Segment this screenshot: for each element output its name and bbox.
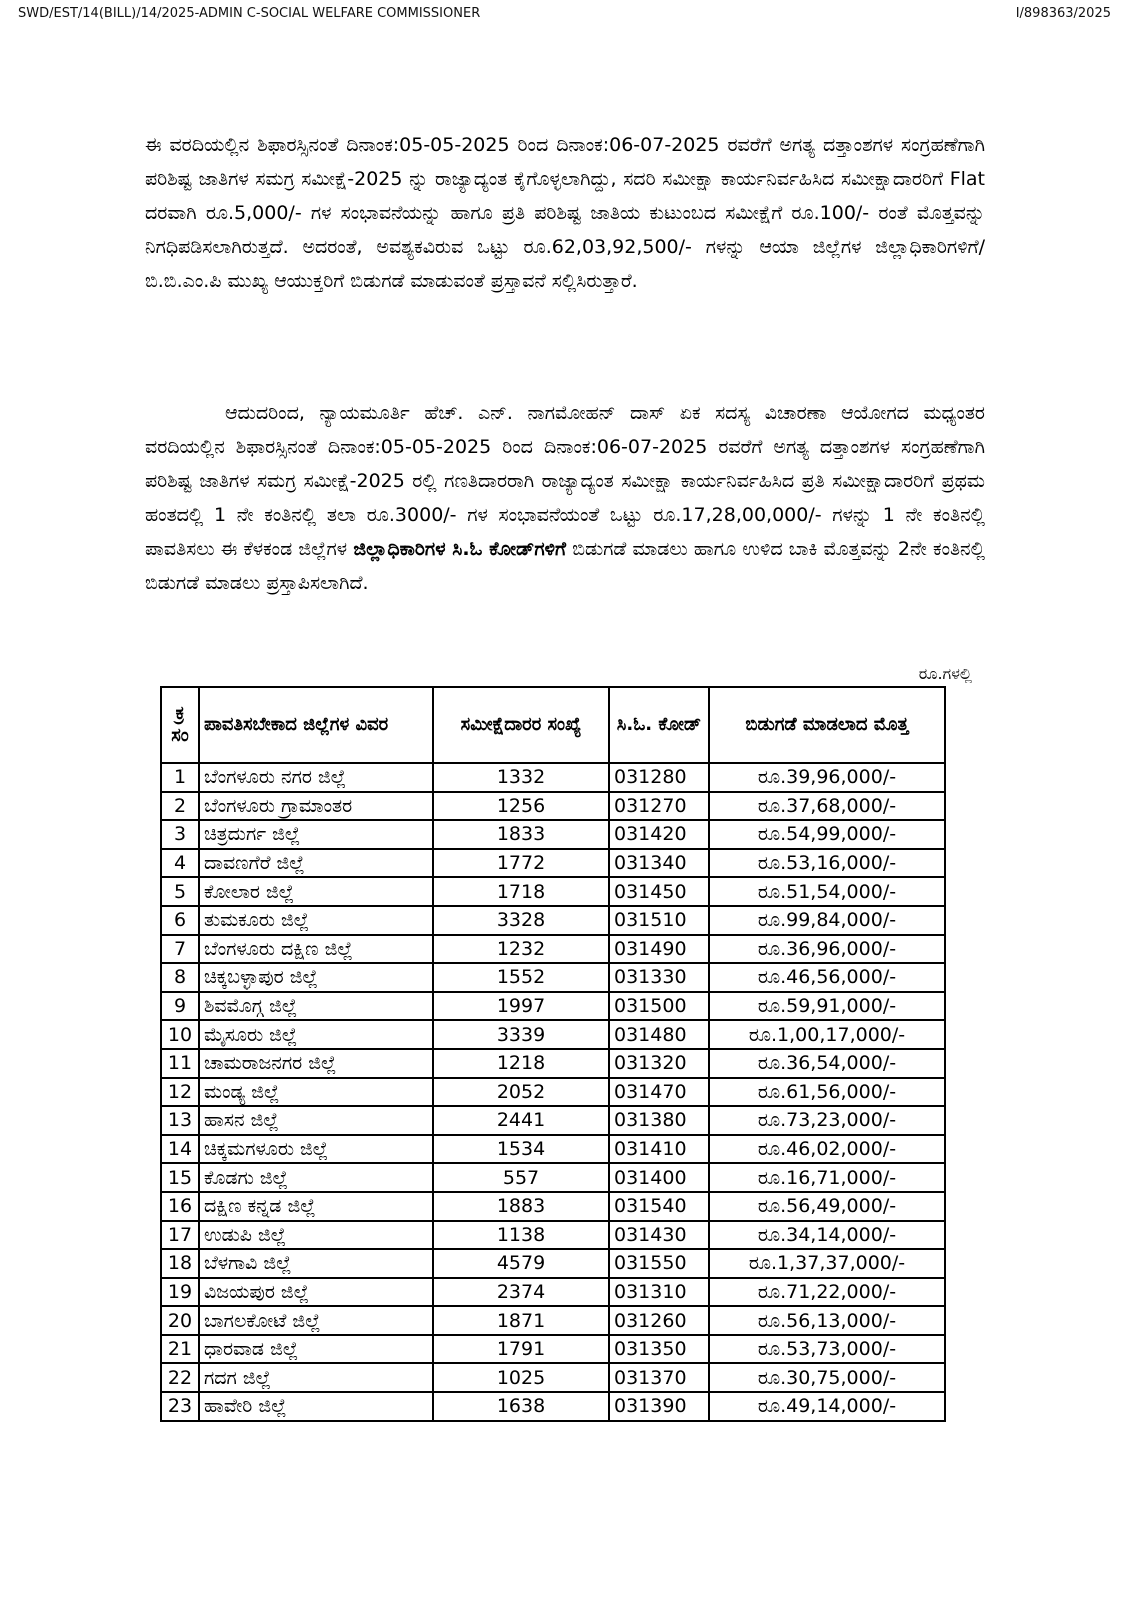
cell-sl-no: 11 [161, 1049, 199, 1078]
cell-amount: ರೂ.46,56,000/- [709, 963, 945, 992]
table-row [161, 1192, 945, 1221]
cell-district: ಚಾಮರಾಜನಗರ ಜಿಲ್ಲೆ [199, 1049, 433, 1078]
cell-co-code: 031390 [609, 1392, 709, 1421]
cell-amount: ರೂ.34,14,000/- [709, 1221, 945, 1250]
cell-co-code: 031510 [609, 906, 709, 935]
cell-district: ಮೈಸೂರು ಜಿಲ್ಲೆ [199, 1020, 433, 1049]
header-sl-no: ಕ್ರ ಸಂ [161, 687, 199, 763]
cell-co-code: 031330 [609, 963, 709, 992]
cell-co-code: 031430 [609, 1221, 709, 1250]
cell-co-code: 031370 [609, 1363, 709, 1392]
table-row [161, 1078, 945, 1107]
cell-district: ಶಿವಮೊಗ್ಗ ಜಿಲ್ಲೆ [199, 992, 433, 1021]
table-row [161, 1221, 945, 1250]
cell-co-code: 031340 [609, 849, 709, 878]
table-row [161, 1363, 945, 1392]
cell-count: 1791 [433, 1335, 609, 1364]
table-row [161, 792, 945, 821]
paragraph-2-bold-text: ಜಿಲ್ಲಾಧಿಕಾರಿಗಳ ಸಿ.ಓ ಕೋಡ್‌ಗಳಿಗೆ [353, 538, 566, 560]
cell-sl-no: 15 [161, 1163, 199, 1192]
table-row [161, 1020, 945, 1049]
cell-amount: ರೂ.30,75,000/- [709, 1363, 945, 1392]
cell-district: ಚಿಕ್ಕಬಳ್ಳಾಪುರ ಜಿಲ್ಲೆ [199, 963, 433, 992]
cell-amount: ರೂ.46,02,000/- [709, 1135, 945, 1164]
district-allocation-table [160, 686, 946, 1422]
cell-sl-no: 7 [161, 935, 199, 964]
table-header-row [161, 687, 945, 763]
table-body [161, 763, 945, 1421]
cell-amount: ರೂ.36,96,000/- [709, 935, 945, 964]
cell-sl-no: 3 [161, 820, 199, 849]
cell-amount: ರೂ.39,96,000/- [709, 763, 945, 792]
cell-amount: ರೂ.49,14,000/- [709, 1392, 945, 1421]
cell-district: ಚಿತ್ರದುರ್ಗ ಜಿಲ್ಲೆ [199, 820, 433, 849]
cell-district: ಬೆಂಗಳೂರು ನಗರ ಜಿಲ್ಲೆ [199, 763, 433, 792]
cell-district: ಮಂಡ್ಯ ಜಿಲ್ಲೆ [199, 1078, 433, 1107]
cell-sl-no: 9 [161, 992, 199, 1021]
table-row [161, 877, 945, 906]
cell-count: 3339 [433, 1020, 609, 1049]
cell-count: 1552 [433, 963, 609, 992]
table-row [161, 1049, 945, 1078]
paragraph-2 [145, 396, 985, 600]
cell-sl-no: 18 [161, 1249, 199, 1278]
cell-count: 1883 [433, 1192, 609, 1221]
unit-note: ರೂ.ಗಳಲ್ಲಿ [918, 664, 972, 683]
cell-district: ಬಾಗಲಕೋಟೆ ಜಿಲ್ಲೆ [199, 1306, 433, 1335]
cell-amount: ರೂ.37,68,000/- [709, 792, 945, 821]
cell-district: ಕೋಲಾರ ಜಿಲ್ಲೆ [199, 877, 433, 906]
cell-sl-no: 16 [161, 1192, 199, 1221]
cell-amount: ರೂ.71,22,000/- [709, 1278, 945, 1307]
header-count: ಸಮೀಕ್ಷೆದಾರರ ಸಂಖ್ಯೆ [433, 687, 609, 763]
cell-district: ಬೆಳಗಾವಿ ಜಿಲ್ಲೆ [199, 1249, 433, 1278]
cell-district: ಬೆಂಗಳೂರು ಗ್ರಾಮಾಂತರ [199, 792, 433, 821]
cell-count: 2441 [433, 1106, 609, 1135]
table-row [161, 935, 945, 964]
cell-co-code: 031380 [609, 1106, 709, 1135]
cell-co-code: 031400 [609, 1163, 709, 1192]
cell-district: ಹಾಸನ ಜಿಲ್ಲೆ [199, 1106, 433, 1135]
table-row [161, 1392, 945, 1421]
cell-sl-no: 12 [161, 1078, 199, 1107]
cell-sl-no: 20 [161, 1306, 199, 1335]
table-row [161, 820, 945, 849]
cell-amount: ರೂ.1,00,17,000/- [709, 1020, 945, 1049]
table-row [161, 849, 945, 878]
cell-district: ಉಡುಪಿ ಜಿಲ್ಲೆ [199, 1221, 433, 1250]
table-row [161, 1163, 945, 1192]
cell-amount: ರೂ.59,91,000/- [709, 992, 945, 1021]
cell-co-code: 031320 [609, 1049, 709, 1078]
cell-co-code: 031540 [609, 1192, 709, 1221]
cell-district: ಗದಗ ಜಿಲ್ಲೆ [199, 1363, 433, 1392]
cell-count: 4579 [433, 1249, 609, 1278]
header-amount: ಬಿಡುಗಡೆ ಮಾಡಲಾದ ಮೊತ್ತ [709, 687, 945, 763]
cell-sl-no: 21 [161, 1335, 199, 1364]
cell-amount: ರೂ.56,13,000/- [709, 1306, 945, 1335]
header-co-code: ಸಿ.ಓ. ಕೋಡ್ [609, 687, 709, 763]
cell-count: 1638 [433, 1392, 609, 1421]
cell-amount: ರೂ.53,73,000/- [709, 1335, 945, 1364]
cell-amount: ರೂ.36,54,000/- [709, 1049, 945, 1078]
cell-co-code: 031310 [609, 1278, 709, 1307]
cell-sl-no: 10 [161, 1020, 199, 1049]
table-row [161, 1135, 945, 1164]
cell-sl-no: 1 [161, 763, 199, 792]
table-row [161, 906, 945, 935]
cell-district: ಚಿಕ್ಕಮಗಳೂರು ಜಿಲ್ಲೆ [199, 1135, 433, 1164]
table-row [161, 963, 945, 992]
cell-co-code: 031270 [609, 792, 709, 821]
cell-sl-no: 5 [161, 877, 199, 906]
cell-sl-no: 4 [161, 849, 199, 878]
cell-co-code: 031350 [609, 1335, 709, 1364]
cell-count: 2052 [433, 1078, 609, 1107]
cell-sl-no: 14 [161, 1135, 199, 1164]
cell-co-code: 031410 [609, 1135, 709, 1164]
cell-count: 1218 [433, 1049, 609, 1078]
cell-district: ಬೆಂಗಳೂರು ದಕ್ಷಿಣ ಜಿಲ್ಲೆ [199, 935, 433, 964]
table-row [161, 992, 945, 1021]
cell-count: 1138 [433, 1221, 609, 1250]
file-number: I/898363/2025 [1015, 6, 1111, 21]
cell-co-code: 031450 [609, 877, 709, 906]
cell-district: ತುಮಕೂರು ಜಿಲ್ಲೆ [199, 906, 433, 935]
cell-amount: ರೂ.99,84,000/- [709, 906, 945, 935]
cell-sl-no: 22 [161, 1363, 199, 1392]
table-row [161, 1106, 945, 1135]
page-header [18, 6, 1111, 22]
cell-co-code: 031500 [609, 992, 709, 1021]
cell-count: 1534 [433, 1135, 609, 1164]
cell-sl-no: 13 [161, 1106, 199, 1135]
reference-number: SWD/EST/14(BILL)/14/2025-ADMIN C-SOCIAL WELFARE COMMISSIONER [18, 6, 481, 21]
cell-district: ಕೊಡಗು ಜಿಲ್ಲೆ [199, 1163, 433, 1192]
cell-sl-no: 19 [161, 1278, 199, 1307]
cell-sl-no: 23 [161, 1392, 199, 1421]
cell-count: 1871 [433, 1306, 609, 1335]
table-row [161, 1335, 945, 1364]
cell-amount: ರೂ.16,71,000/- [709, 1163, 945, 1192]
cell-district: ಧಾರವಾಡ ಜಿಲ್ಲೆ [199, 1335, 433, 1364]
cell-count: 1025 [433, 1363, 609, 1392]
cell-sl-no: 6 [161, 906, 199, 935]
cell-amount: ರೂ.61,56,000/- [709, 1078, 945, 1107]
table-row [161, 763, 945, 792]
header-district: ಪಾವತಿಸಬೇಕಾದ ಜಿಲ್ಲೆಗಳ ವಿವರ [199, 687, 433, 763]
paragraph-2-text-b: ಬಿಡುಗಡೆ ಮಾಡಲು ಹಾಗೂ ಉಳಿದ ಬಾಕಿ ಮೊತ್ತವನ್ನು 2ನೇ ಕಂತಿನಲ್ಲಿ ಬಿಡುಗಡೆ ಮಾಡಲು ಪ್ರಸ್ತಾಪಿಸಲಾಗಿದೆ. [145, 538, 985, 594]
cell-amount: ರೂ.51,54,000/- [709, 877, 945, 906]
cell-sl-no: 17 [161, 1221, 199, 1250]
cell-count: 1332 [433, 763, 609, 792]
cell-count: 1833 [433, 820, 609, 849]
table-row [161, 1306, 945, 1335]
paragraph-2-text-a: ಆದುದರಿಂದ, ನ್ಯಾಯಮೂರ್ತಿ ಹೆಚ್. ಎನ್. ನಾಗಮೋಹನ್ ದಾಸ್ ಏಕ ಸದಸ್ಯ ವಿಚಾರಣಾ ಆಯೋಗದ ಮಧ್ಯಂತರ ವರದಿಯಲ್ಲಿನ ಶಿಫಾರಸ್ಸಿನಂತೆ ದಿನಾಂಕ:05-05-2025 ರಿಂದ ದಿನಾಂಕ:06-07-2025 ರವರೆಗೆ ಅಗತ್ಯ ದತ್ತಾಂಶಗಳ ಸಂಗ್ರಹಣೆಗಾಗಿ ಪರಿಶಿಷ್ಟ ಜಾತಿಗಳ ಸಮಗ್ರ ಸಮೀಕ್ಷೆ-2025 ರಲ್ಲಿ ಗಣತಿದಾರರಾಗಿ ರಾಜ್ಯಾದ್ಯಂತ ಸಮೀಕ್ಷಾ ಕಾರ್ಯನಿರ್ವಹಿಸಿದ ಪ್ರತಿ ಸಮೀಕ್ಷಾದಾರರಿಗೆ ಪ್ರಥಮ ಹಂತದಲ್ಲಿ 1 ನೇ ಕಂತಿನಲ್ಲಿ ತಲಾ ರೂ.3000/- ಗಳ ಸಂಭಾವನೆಯಂತೆ ಒಟ್ಟು ರೂ.17,28,00,000/- ಗಳನ್ನು 1 ನೇ ಕಂತಿನಲ್ಲಿ ಪಾವತಿಸಲು ಈ ಕೆಳಕಂಡ ಜಿಲ್ಲೆಗಳ [145, 402, 985, 560]
cell-amount: ರೂ.73,23,000/- [709, 1106, 945, 1135]
cell-co-code: 031470 [609, 1078, 709, 1107]
cell-count: 2374 [433, 1278, 609, 1307]
cell-district: ವಿಜಯಪುರ ಜಿಲ್ಲೆ [199, 1278, 433, 1307]
cell-amount: ರೂ.1,37,37,000/- [709, 1249, 945, 1278]
cell-count: 1232 [433, 935, 609, 964]
cell-sl-no: 2 [161, 792, 199, 821]
table-row [161, 1249, 945, 1278]
cell-co-code: 031490 [609, 935, 709, 964]
cell-count: 1772 [433, 849, 609, 878]
cell-count: 557 [433, 1163, 609, 1192]
cell-co-code: 031420 [609, 820, 709, 849]
cell-amount: ರೂ.56,49,000/- [709, 1192, 945, 1221]
paragraph-1: ಈ ವರದಿಯಲ್ಲಿನ ಶಿಫಾರಸ್ಸಿನಂತೆ ದಿನಾಂಕ:05-05-2025 ರಿಂದ ದಿನಾಂಕ:06-07-2025 ರವರೆಗೆ ಅಗತ್ಯ ದತ್ತಾಂಶಗಳ ಸಂಗ್ರಹಣೆಗಾಗಿ ಪರಿಶಿಷ್ಟ ಜಾತಿಗಳ ಸಮಗ್ರ ಸಮೀಕ್ಷೆ-2025 ನ್ನು ರಾಜ್ಯಾದ್ಯಂತ ಕೈಗೊಳ್ಳಲಾಗಿದ್ದು, ಸದರಿ ಸಮೀಕ್ಷಾ ಕಾರ್ಯನಿರ್ವಹಿಸಿದ ಸಮೀಕ್ಷಾದಾರರಿಗೆ Flat ದರವಾಗಿ ರೂ.5,000/- ಗಳ ಸಂಭಾವನೆಯನ್ನು ಹಾಗೂ ಪ್ರತಿ ಪರಿಶಿಷ್ಟ ಜಾತಿಯ ಕುಟುಂಬದ ಸಮೀಕ್ಷೆಗೆ ರೂ.100/- ರಂತೆ ಮೊತ್ತವನ್ನು ನಿಗಧಿಪಡಿಸಲಾಗಿರುತ್ತದೆ. ಅದರಂತೆ, ಅವಶ್ಯಕವಿರುವ ಒಟ್ಟು ರೂ.62,03,92,500/- ಗಳನ್ನು ಆಯಾ ಜಿಲ್ಲೆಗಳ ಜಿಲ್ಲಾಧಿಕಾರಿಗಳಿಗೆ/ಬಿ.ಬಿ.ಎಂ.ಪಿ ಮುಖ್ಯ ಆಯುಕ್ತರಿಗೆ ಬಿಡುಗಡೆ ಮಾಡುವಂತೆ ಪ್ರಸ್ತಾವನೆ ಸಲ್ಲಿಸಿರುತ್ತಾರೆ. [145, 134, 985, 292]
cell-co-code: 031550 [609, 1249, 709, 1278]
cell-district: ದಕ್ಷಿಣ ಕನ್ನಡ ಜಿಲ್ಲೆ [199, 1192, 433, 1221]
cell-co-code: 031260 [609, 1306, 709, 1335]
cell-amount: ರೂ.53,16,000/- [709, 849, 945, 878]
cell-sl-no: 8 [161, 963, 199, 992]
cell-count: 1718 [433, 877, 609, 906]
cell-count: 1997 [433, 992, 609, 1021]
cell-district: ಹಾವೇರಿ ಜಿಲ್ಲೆ [199, 1392, 433, 1421]
cell-co-code: 031480 [609, 1020, 709, 1049]
cell-co-code: 031280 [609, 763, 709, 792]
cell-count: 1256 [433, 792, 609, 821]
cell-district: ದಾವಣಗೆರೆ ಜಿಲ್ಲೆ [199, 849, 433, 878]
table-row [161, 1278, 945, 1307]
cell-amount: ರೂ.54,99,000/- [709, 820, 945, 849]
cell-count: 3328 [433, 906, 609, 935]
